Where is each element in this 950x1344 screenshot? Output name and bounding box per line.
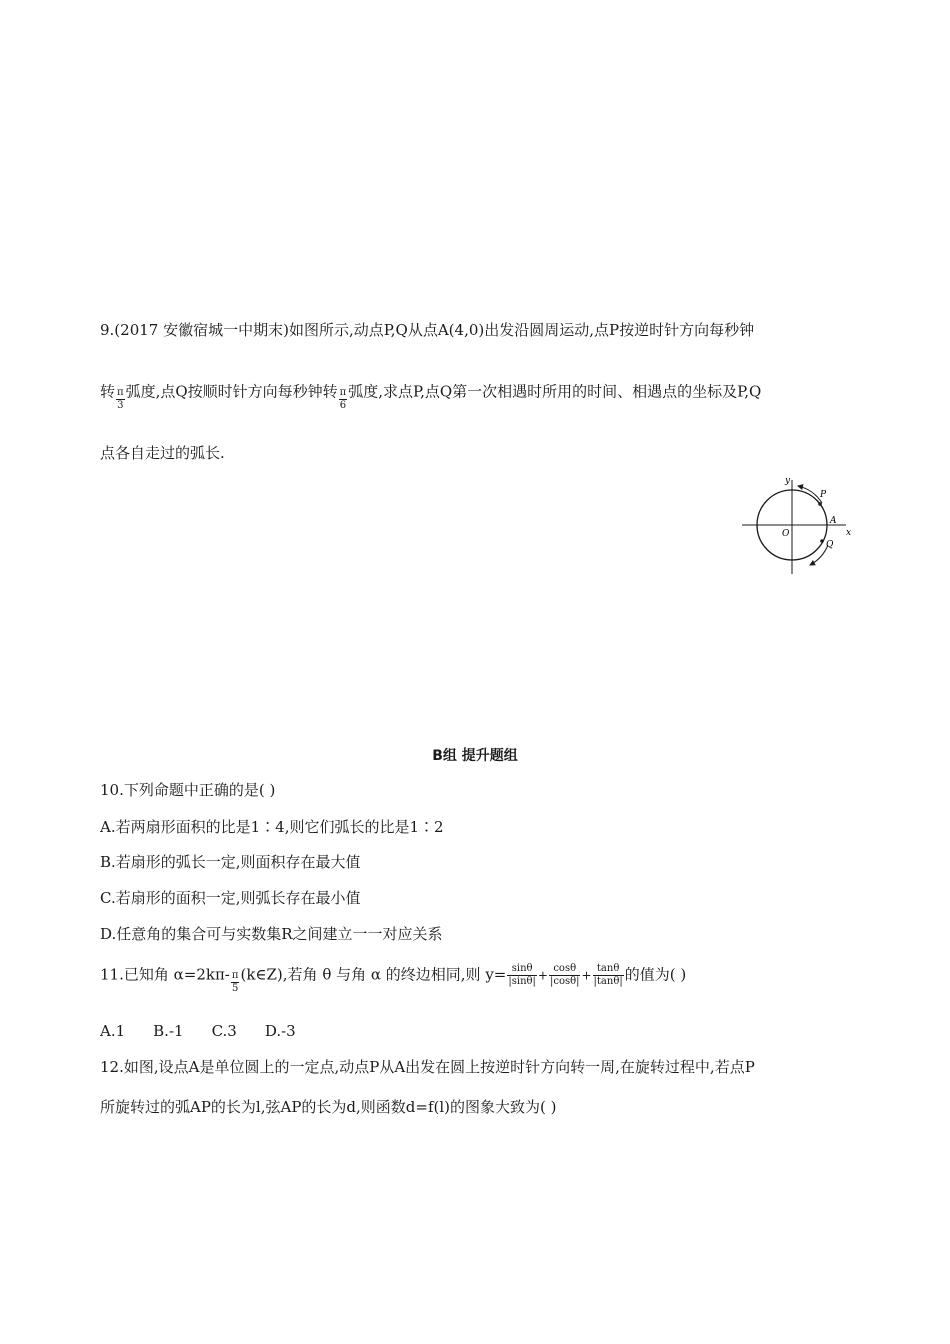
- q11-term-tan: [593, 963, 624, 988]
- q9-line-1: 9.(2017 安徽宿城一中期末)如图所示,动点P,Q从点A(4,0)出发沿圆周运动,点P按逆时针方向每秒钟: [100, 321, 755, 339]
- q12-line-2: 所旋转过的弧AP的长为l,弦AP的长为d,则函数d=f(l)的图象大致为( ): [100, 1098, 557, 1116]
- q11-text-a: 11.已知角 α=2kπ-: [100, 965, 230, 984]
- q11-term-cos: [549, 963, 581, 988]
- label-a: A: [830, 516, 837, 526]
- frac-numerator: π: [339, 387, 347, 398]
- frac-numerator: π: [231, 970, 239, 981]
- q9-fraction-pi-over-3: [116, 387, 125, 412]
- q11-options: [100, 1021, 324, 1041]
- q11-option-d: D.-3: [264, 1022, 296, 1040]
- frac-denominator: |tanθ|: [593, 976, 623, 987]
- q11-text-b: (k∈Z),若角 θ 与角 α 的终边相同,则 y=: [240, 965, 507, 984]
- q10-stem: 10.下列命题中正确的是( ): [100, 781, 276, 799]
- label-y: y: [785, 476, 791, 486]
- q10-option-b: B.若扇形的弧长一定,则面积存在最大值: [100, 853, 361, 871]
- section-title: B组 提升题组: [432, 748, 518, 764]
- label-q: Q: [826, 540, 834, 550]
- label-o: O: [782, 529, 790, 539]
- q11-stem: [100, 963, 687, 994]
- q10-option-a: A.若两扇形面积的比是1∶4,则它们弧长的比是1∶2: [100, 818, 444, 836]
- q9-text-b: 弧度,点Q按顺时针方向每秒钟转: [125, 382, 338, 401]
- label-x: x: [846, 528, 852, 538]
- frac-denominator: |sinθ|: [508, 976, 536, 987]
- q10-option-d: D.任意角的集合可与实数集R之间建立一一对应关系: [100, 925, 443, 943]
- q10-option-c: C.若扇形的面积一定,则弧长存在最小值: [100, 889, 361, 907]
- circle-figure: [738, 470, 858, 580]
- q11-fraction-pi-over-5: [231, 970, 240, 995]
- frac-denominator: |cosθ|: [549, 976, 580, 987]
- q11-term-sin: [507, 963, 537, 988]
- label-p: P: [820, 490, 827, 500]
- point-q: [820, 539, 824, 543]
- q12-line-1: 12.如图,设点A是单位圆上的一定点,动点P从A出发在圆上按逆时针方向转一周,在旋转过程中,若点P: [100, 1058, 755, 1076]
- q9-fraction-pi-over-6: [339, 387, 348, 412]
- q11-option-a: A.1: [100, 1022, 126, 1040]
- q9-line-2: [100, 380, 762, 411]
- q11-option-b: B.-1: [153, 1022, 184, 1040]
- q9-text-c: 弧度,求点P,点Q第一次相遇时所用的时间、相遇点的坐标及P,Q: [348, 382, 762, 401]
- plus-sign: +: [537, 968, 548, 983]
- frac-denominator: 3: [117, 400, 124, 411]
- frac-numerator: cosθ: [553, 963, 577, 974]
- point-p: [818, 502, 822, 506]
- q9-line-3: 点各自走过的弧长.: [100, 444, 225, 462]
- frac-denominator: 6: [339, 400, 347, 411]
- frac-numerator: tanθ: [596, 963, 620, 974]
- frac-numerator: sinθ: [511, 963, 533, 974]
- q11-text-c: 的值为( ): [624, 965, 687, 984]
- q9-text-a: 转: [100, 382, 116, 401]
- frac-numerator: π: [117, 387, 124, 398]
- q11-option-c: C.3: [211, 1022, 237, 1040]
- frac-denominator: 5: [231, 983, 239, 994]
- plus-sign: +: [581, 968, 592, 983]
